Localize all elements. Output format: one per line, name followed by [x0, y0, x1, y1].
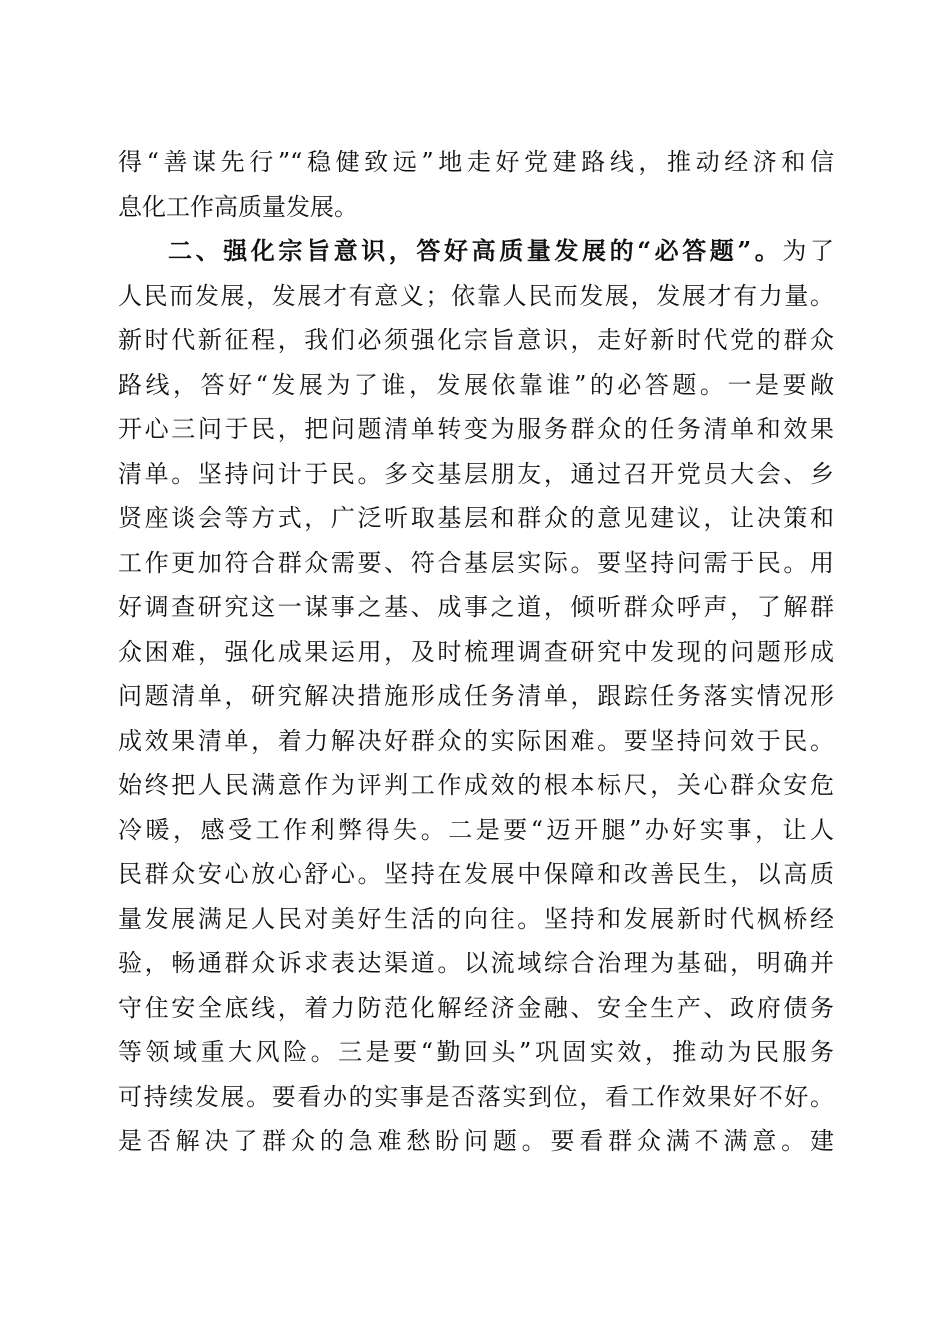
text-line: 量发展满足人民对美好生活的向往。坚持和发展新时代枫桥经: [118, 904, 834, 933]
section-heading: 二、强化宗旨意识，答好高质量发展的“必答题”。: [168, 236, 783, 265]
text-line: 得“善谋先行”“稳健致远”地走好党建路线，推动经济和信: [118, 148, 834, 176]
text-line: 始终把人民满意作为评判工作成效的根本标尺，关心群众安危: [118, 771, 834, 799]
text-line: 问题清单，研究解决措施形成任务清单，跟踪任务落实情况形: [118, 682, 834, 710]
text-line: 成效果清单，着力解决好群众的实际困难。要坚持问效于民。: [118, 726, 834, 755]
text-line: 民群众安心放心舒心。坚持在发展中保障和改善民生，以高质: [118, 860, 834, 888]
text-line: 守住安全底线，着力防范化解经济金融、安全生产、政府债务: [118, 993, 834, 1022]
text-line: 冷暖，感受工作利弊得失。二是要“迈开腿”办好实事，让人: [118, 815, 834, 844]
text-line: 新时代新征程，我们必须强化宗旨意识，走好新时代党的群众: [118, 326, 834, 354]
document-body: [118, 140, 834, 1208]
text-line: [118, 1164, 834, 1209]
text-line: 等领域重大风险。三是要“勤回头”巩固实效，推动为民服务: [118, 1038, 834, 1066]
text-line: 验，畅通群众诉求表达渠道。以流域综合治理为基础，明确并: [118, 949, 834, 977]
heading-continuation: 为了: [782, 237, 835, 265]
text-line: 路线，答好“发展为了谁，发展依靠谁”的必答题。一是要敞: [118, 370, 834, 399]
text-line: 众困难，强化成果运用，及时梳理调查研究中发现的问题形成: [118, 637, 834, 666]
text-line: 息化工作高质量发展。: [118, 192, 358, 221]
text-line: 好调查研究这一谋事之基、成事之道，倾听群众呼声，了解群: [118, 593, 834, 621]
text-line: 工作更加符合群众需要、符合基层实际。要坚持问需于民。用: [118, 548, 834, 577]
text-line: 开心三问于民，把问题清单转变为服务群众的任务清单和效果: [118, 415, 834, 443]
section-heading-line: [118, 229, 834, 274]
text-line: 是否解决了群众的急难愁盼问题。要看群众满不满意。建: [118, 1127, 834, 1155]
text-line: 清单。坚持问计于民。多交基层朋友，通过召开党员大会、乡: [118, 459, 834, 488]
text-line: 可持续发展。要看办的实事是否落实到位，看工作效果好不好。: [118, 1082, 834, 1111]
text-line: 人民而发展，发展才有意义；依靠人民而发展，发展才有力量。: [118, 281, 834, 310]
text-line: 贤座谈会等方式，广泛听取基层和群众的意见建议，让决策和: [118, 504, 834, 532]
